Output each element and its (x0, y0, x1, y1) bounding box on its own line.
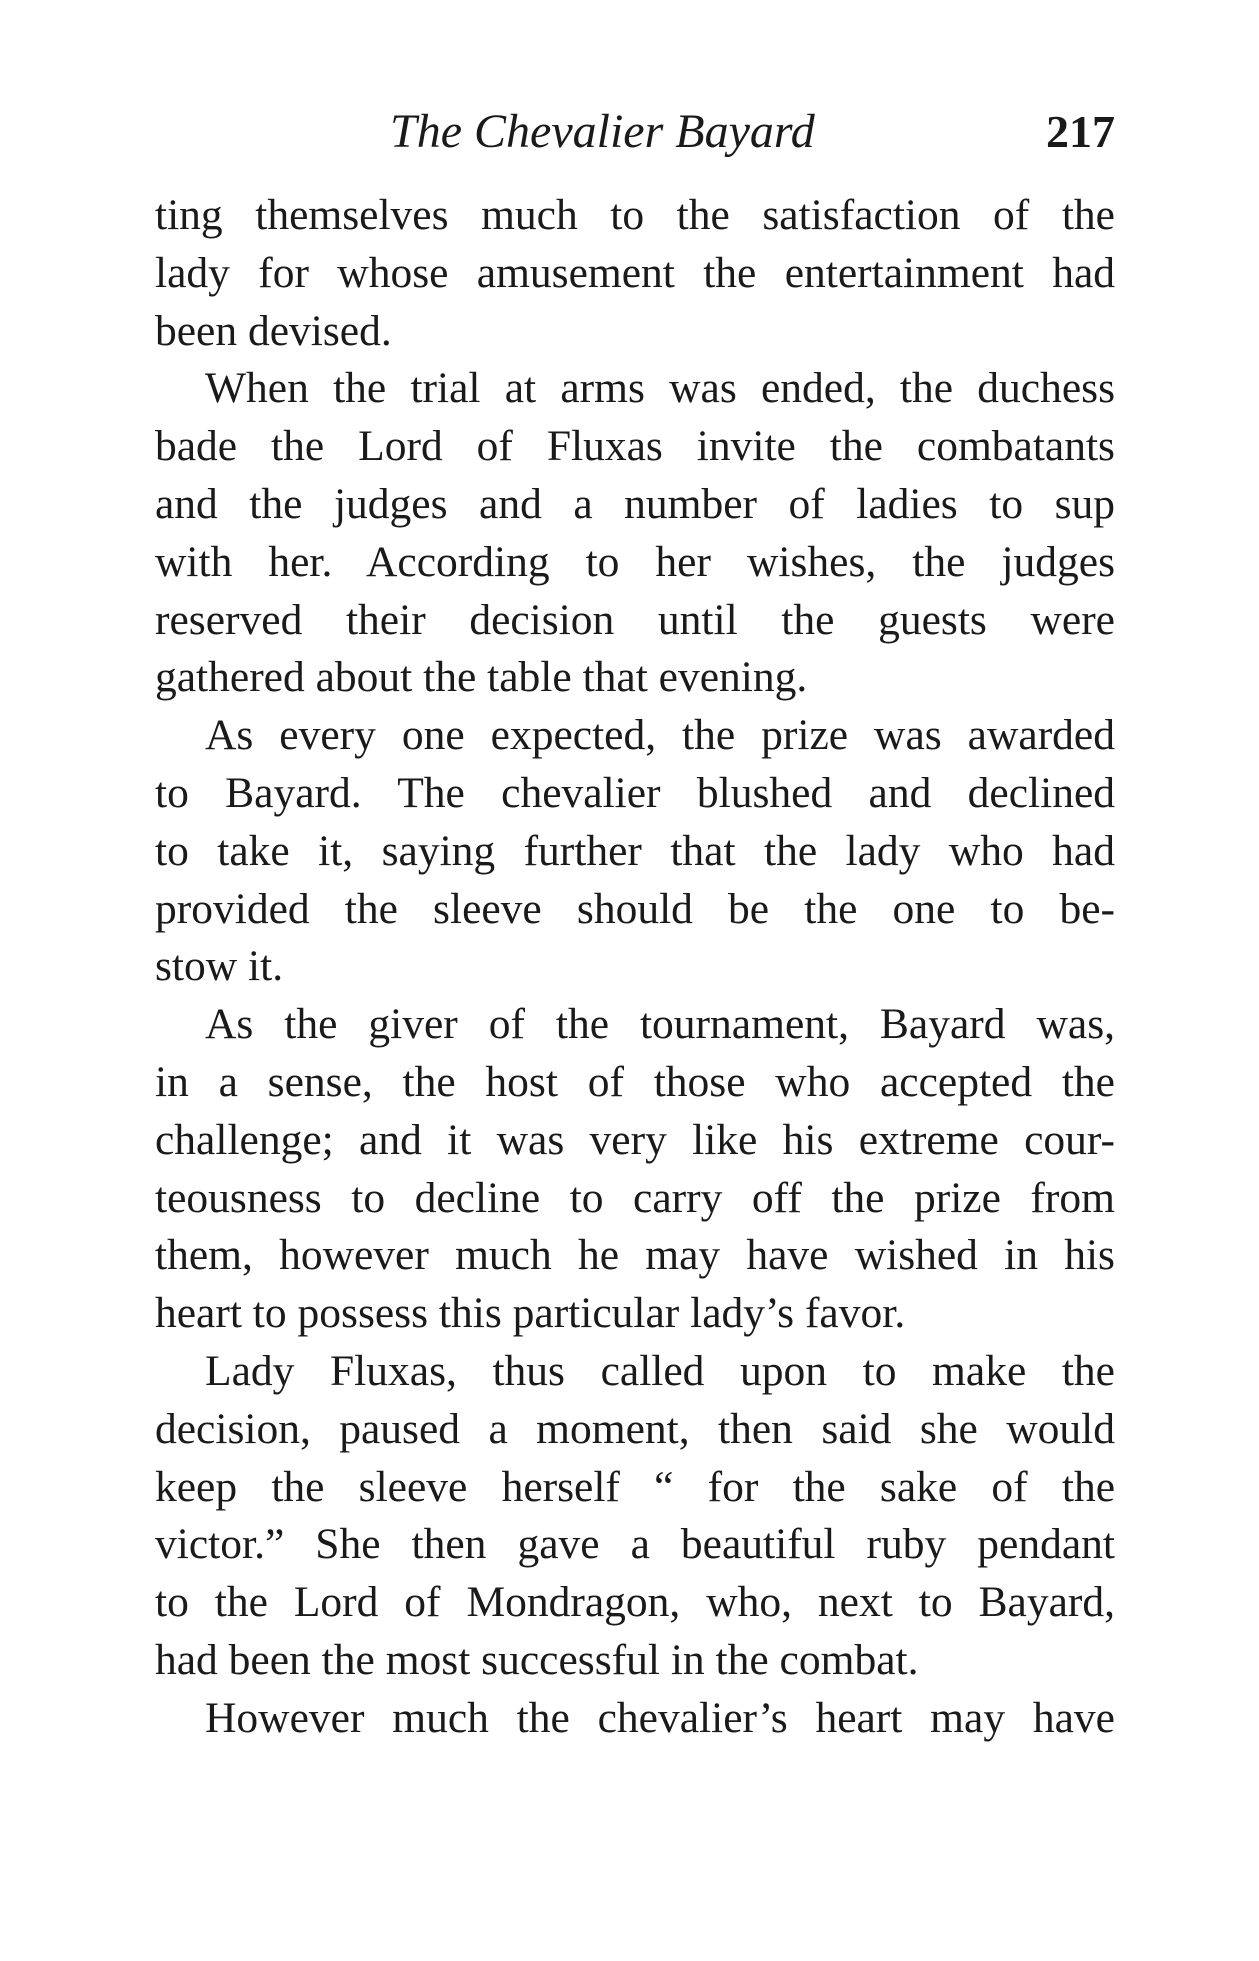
paragraph (155, 360, 1115, 707)
text-line: When the trial at arms was ended, the duchess (205, 364, 1115, 413)
text-line: bade the Lord of Fluxas invite the combatants (155, 422, 1115, 471)
running-title: The Chevalier Bayard (390, 105, 815, 158)
text-line: victor.” She then gave a beautiful ruby pendant (155, 1520, 1115, 1569)
text-line: and the judges and a number of ladies to sup (155, 479, 1115, 528)
body-text (155, 187, 1115, 1748)
text-line: reserved their decision until the guests were (155, 595, 1115, 644)
paragraph (155, 187, 1115, 360)
text-line: lady for whose amusement the entertainment had (155, 248, 1115, 297)
running-head (155, 100, 1115, 170)
text-line: provided the sleeve should be the one to be- (155, 884, 1115, 933)
text-line: keep the sleeve herself “ for the sake of the (155, 1462, 1115, 1511)
text-line: As the giver of the tournament, Bayard was, (205, 1000, 1115, 1049)
text-line: Lady Fluxas, thus called upon to make the (205, 1346, 1115, 1395)
text-line: decision, paused a moment, then said she would (155, 1404, 1115, 1453)
text-line: teousness to decline to carry off the prize from (155, 1173, 1115, 1222)
text-line: in a sense, the host of those who accepted the (155, 1057, 1115, 1106)
paragraph (155, 707, 1115, 996)
paragraph (155, 1343, 1115, 1690)
text-line: with her. According to her wishes, the judges (155, 537, 1115, 586)
text-line: ting themselves much to the satisfaction of the (155, 191, 1115, 239)
text-line: As every one expected, the prize was awarded (205, 711, 1115, 760)
text-line: them, however much he may have wished in his (155, 1231, 1115, 1280)
text-line: been devised. (155, 306, 392, 355)
text-line: had been the most successful in the combat. (155, 1635, 919, 1684)
text-line: However much the chevalier’s heart may have (205, 1693, 1115, 1742)
text-line: heart to possess this particular lady’s favor. (155, 1289, 906, 1338)
paragraph (155, 996, 1115, 1343)
text-line: to take it, saying further that the lady who had (155, 826, 1115, 875)
text-line: challenge; and it was very like his extreme cour- (155, 1115, 1115, 1164)
text-line: to the Lord of Mondragon, who, next to Bayard, (155, 1578, 1115, 1627)
text-line: gathered about the table that evening. (155, 653, 808, 702)
text-line: to Bayard. The chevalier blushed and declined (155, 768, 1115, 817)
paragraph (155, 1690, 1115, 1748)
page-number: 217 (1046, 106, 1115, 157)
text-line: stow it. (155, 942, 284, 991)
